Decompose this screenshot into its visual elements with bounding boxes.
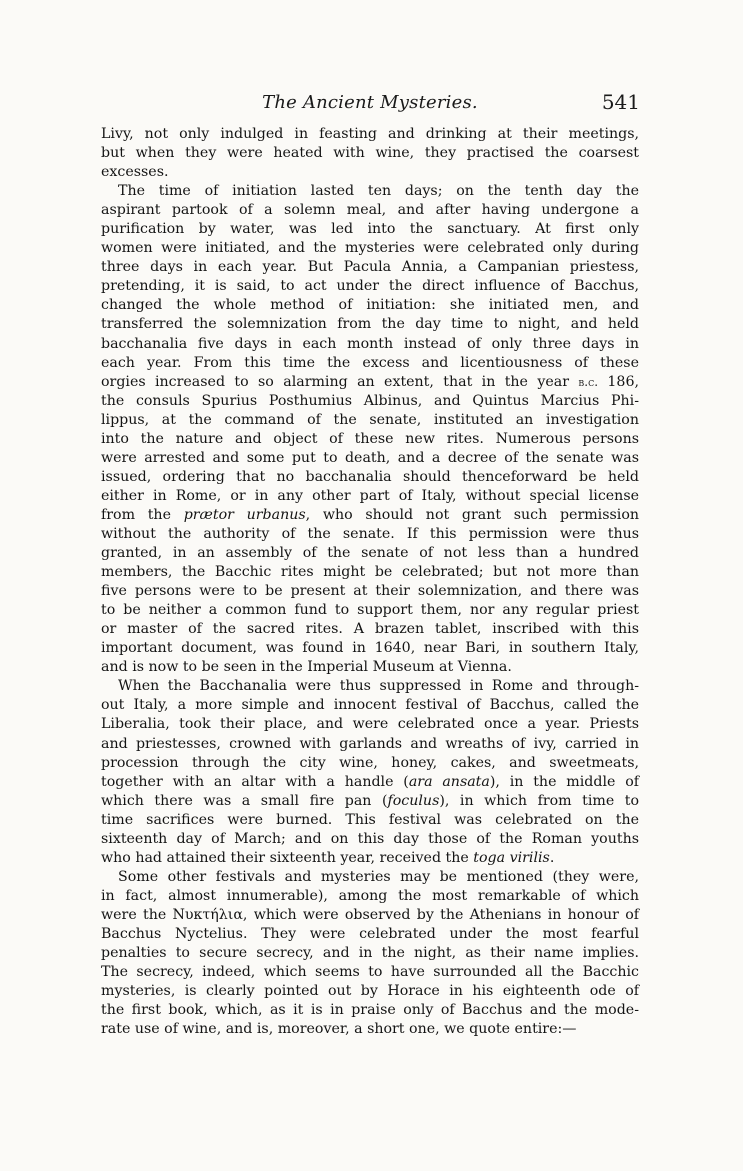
text-line: to be neither a common fund to support them, nor any regular priest	[101, 602, 639, 619]
running-title: The Ancient Mysteries.	[262, 92, 478, 113]
text-line: but when they were heated with wine, they practised the coarsest	[101, 145, 639, 162]
text-line: Some other festivals and mysteries may be mentioned (they were,	[118, 868, 639, 885]
text-line: lippus, at the command of the senate, instituted an investigation	[101, 411, 639, 428]
paragraph-2	[101, 182, 639, 677]
text-line: without the authority of the senate. If this permission were thus	[101, 525, 639, 542]
text-line: which there was a small fire pan (foculus), in which from time to	[101, 792, 639, 809]
text-line: in fact, almost innumerable), among the most remarkable of which	[101, 887, 639, 904]
text-line: rate use of wine, and is, moreover, a short one, we quote entire:—	[101, 1021, 577, 1038]
text-line: procession through the city wine, honey, cakes, and sweetmeats,	[101, 754, 639, 771]
text-line: the consuls Spurius Posthumius Albinus, and Quintus Marcius Phi-	[101, 392, 639, 409]
text-line: out Italy, a more simple and innocent festival of Bacchus, called the	[101, 697, 639, 714]
page-number: 541	[601, 90, 640, 114]
text-line: The time of initiation lasted ten days; on the tenth day the	[118, 183, 639, 200]
text-line: the first book, which, as it is in praise only of Bacchus and the mode-	[101, 1002, 639, 1019]
text-line: or master of the sacred rites. A brazen tablet, inscribed with this	[101, 621, 639, 638]
paragraph-4	[101, 868, 639, 1039]
running-head	[100, 90, 640, 118]
text-line: penalties to secure secrecy, and in the night, as their name implies.	[101, 945, 639, 962]
text-line: three days in each year. But Pacula Annia, a Campanian priestess,	[101, 259, 639, 276]
text-line: either in Rome, or in any other part of Italy, without special license	[101, 487, 639, 504]
text-line: who had attained their sixteenth year, received the toga virilis.	[101, 849, 555, 866]
text-line: and is now to be seen in the Imperial Museum at Vienna.	[101, 659, 512, 676]
paragraph-3	[101, 677, 639, 867]
text-line: five persons were to be present at their solemnization, and there was	[101, 583, 639, 600]
text-line: changed the whole method of initiation: she initiated men, and	[101, 297, 639, 314]
text-line: bacchanalia five days in each month instead of only three days in	[101, 335, 639, 352]
text-line: were arrested and some put to death, and a decree of the senate was	[101, 449, 639, 466]
text-line: orgies increased to so alarming an extent, that in the year b.c. 186,	[101, 373, 639, 390]
text-line: Livy, not only indulged in feasting and drinking at their meetings,	[101, 126, 639, 142]
text-line: women were initiated, and the mysteries were celebrated only during	[101, 240, 639, 257]
text-line: were the Νυκτήλια, which were observed by the Athenians in honour of	[101, 906, 639, 923]
text-line: important document, was found in 1640, near Bari, in southern Italy,	[101, 640, 639, 657]
text-line: and priestesses, crowned with garlands and wreaths of ivy, carried in	[101, 735, 639, 752]
text-line: purification by water, was led into the sanctuary. At first only	[101, 221, 639, 238]
text-line: sixteenth day of March; and on this day those of the Roman youths	[101, 830, 639, 847]
text-line: together with an altar with a handle (ara ansata), in the middle of	[101, 773, 639, 790]
text-body	[101, 125, 639, 1039]
paragraph-1	[101, 125, 639, 182]
text-line: transferred the solemnization from the day time to night, and held	[101, 316, 639, 333]
text-line: The secrecy, indeed, which seems to have surrounded all the Bacchic	[101, 964, 639, 981]
text-line: pretending, it is said, to act under the direct influence of Bacchus,	[101, 278, 639, 295]
text-line: Bacchus Nyctelius. They were celebrated under the most fearful	[101, 925, 639, 942]
text-line: into the nature and object of these new rites. Numerous persons	[101, 430, 639, 447]
text-line: members, the Bacchic rites might be celebrated; but not more than	[101, 564, 639, 581]
text-line: When the Bacchanalia were thus suppressed in Rome and through-	[118, 678, 639, 695]
text-line: granted, in an assembly of the senate of not less than a hundred	[101, 545, 639, 562]
text-line: issued, ordering that no bacchanalia should thenceforward be held	[101, 468, 639, 485]
text-line: Liberalia, took their place, and were celebrated once a year. Priests	[101, 716, 639, 733]
text-line: from the prætor urbanus, who should not grant such permission	[101, 506, 639, 523]
text-line: aspirant partook of a solemn meal, and after having undergone a	[101, 202, 639, 219]
text-line: each year. From this time the excess and licentiousness of these	[101, 354, 639, 371]
text-line: excesses.	[101, 164, 169, 181]
text-line: time sacrifices were burned. This festival was celebrated on the	[101, 811, 639, 828]
text-line: mysteries, is clearly pointed out by Horace in his eighteenth ode of	[101, 983, 639, 1000]
